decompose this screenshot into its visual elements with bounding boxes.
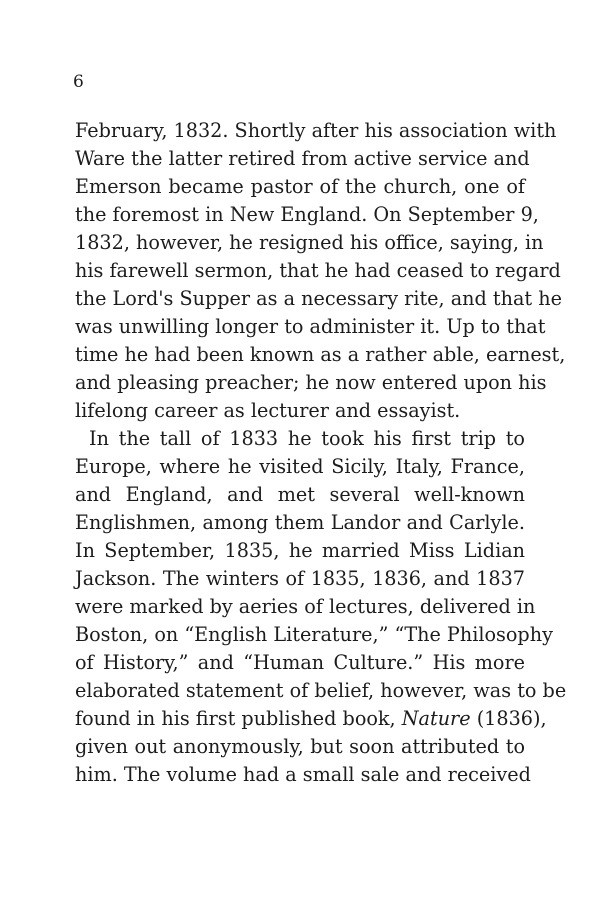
text-line: In September, 1835, he married Miss Lidian bbox=[75, 539, 525, 562]
text-line: the Lord's Supper as a necessary rite, and that he bbox=[75, 287, 562, 310]
text-line: him. The volume had a small sale and received bbox=[75, 763, 531, 786]
text-line: Ware the latter retired from active service and bbox=[75, 147, 530, 170]
text-line: and England, and met several well-known bbox=[75, 483, 525, 506]
book-title: Nature bbox=[401, 707, 471, 730]
text-line: 1832, however, he resigned his office, saying, in bbox=[75, 231, 544, 254]
text-line: was unwilling longer to administer it. Up to that bbox=[75, 315, 546, 338]
text-line: given out anonymously, but soon attributed to bbox=[75, 735, 525, 758]
text-line: of History,” and “Human Culture.” His more bbox=[75, 651, 525, 674]
page-number: 6 bbox=[73, 72, 84, 92]
text-line: February, 1832. Shortly after his association with bbox=[75, 119, 557, 142]
text-line: lifelong career as lecturer and essayist. bbox=[75, 399, 461, 422]
text-line: Emerson became pastor of the church, one of bbox=[75, 175, 525, 198]
text-line-with-title bbox=[75, 705, 547, 733]
text-line: time he had been known as a rather able, earnest, bbox=[75, 343, 566, 366]
text-line: Europe, where he visited Sicily, Italy, France, bbox=[75, 455, 525, 478]
text-line: his farewell sermon, that he had ceased to regard bbox=[75, 259, 561, 282]
text-run: found in his first published book, bbox=[75, 707, 402, 730]
text-line: elaborated statement of belief, however, was to be bbox=[75, 679, 567, 702]
body-text bbox=[75, 117, 567, 789]
text-line: Jackson. The winters of 1835, 1836, and 1837 bbox=[75, 567, 525, 590]
text-line: and pleasing preacher; he now entered upon his bbox=[75, 371, 547, 394]
text-line: were marked by aeries of lectures, delivered in bbox=[75, 595, 536, 618]
text-line: In the tall of 1833 he took his first trip to bbox=[89, 427, 525, 450]
text-line: the foremost in New England. On September 9, bbox=[75, 203, 539, 226]
text-line: Boston, on “English Literature,” “The Philosophy bbox=[75, 623, 553, 646]
text-run: (1836), bbox=[470, 707, 547, 730]
text-line: Englishmen, among them Landor and Carlyle. bbox=[75, 511, 525, 534]
